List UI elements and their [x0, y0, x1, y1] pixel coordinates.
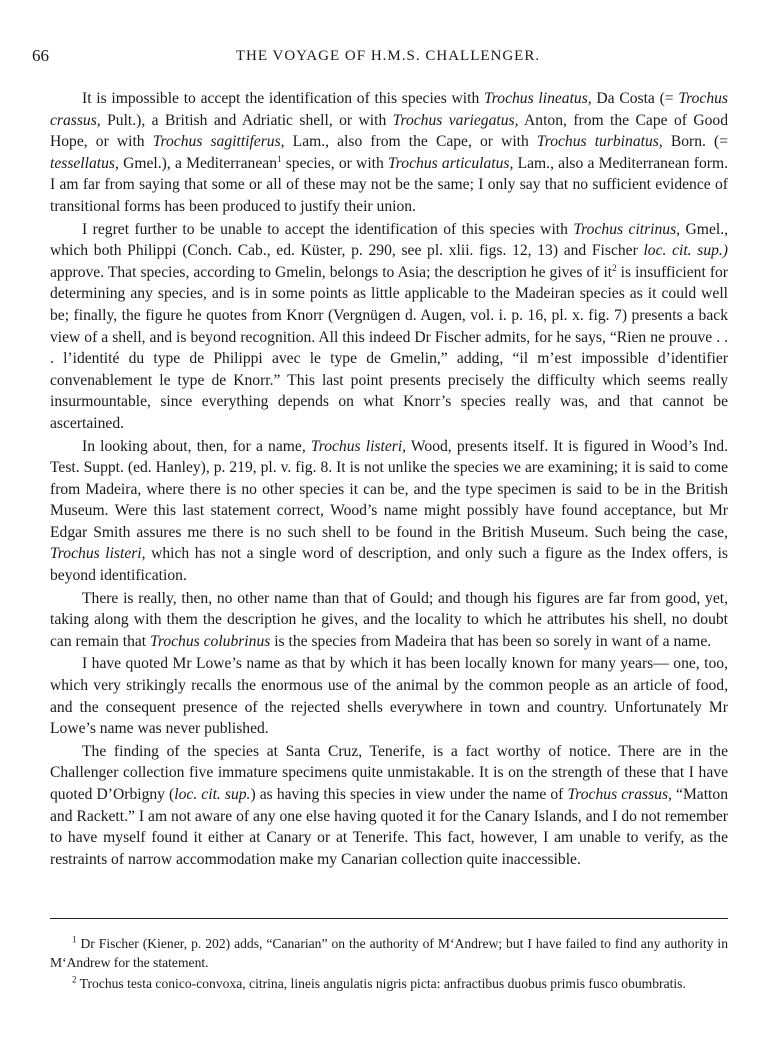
species-name: Trochus turbinatus, [536, 133, 663, 151]
text-run: Born. (= [662, 133, 728, 151]
footnotes [50, 934, 728, 995]
footnote-1 [50, 934, 728, 972]
text-run: It is impossible to accept the identification of this species with [82, 90, 484, 107]
text-run: In looking about, then, for a name, [82, 437, 311, 455]
text-run: which has not a single word of description, and only such a figure as the Index offers, is beyond identification. [50, 545, 728, 585]
paragraph-3 [50, 436, 728, 587]
paragraph-2 [50, 219, 728, 435]
text-run: Lam., also a Mediterranean form. I am far from saying that some or all of these may not be the same; I only say that no sufficient evidence of transitional forms has been produced to justify their union. [50, 154, 728, 215]
species-name: Trochus colubrinus [150, 632, 271, 650]
paragraph-1 [50, 88, 728, 218]
citation-italic: loc. cit. sup.) [643, 242, 729, 260]
species-name: Trochus variegatus, [392, 111, 519, 129]
text-run: is the species from Madeira that has been so sorely in want of a name. [270, 632, 712, 650]
species-name: Trochus listeri, [310, 437, 407, 455]
species-name: Trochus listeri, [50, 545, 146, 563]
footnote-number: 1 [72, 934, 77, 945]
text-run: Gmel., which both Philippi (Conch. Cab., ed. Küster, p. 290, see pl. xlii. figs. 12, 13) and Fischer [50, 220, 728, 260]
text-run: There is really, then, no other name than that of Gould; and though his figures are far from good, yet, taking along with them the description he gives, and the locality to which he attributes his shell, no doubt can remain that [50, 589, 728, 650]
species-name: Trochus citrinus, [573, 220, 681, 238]
page-number: 66 [32, 46, 49, 65]
species-name: tessellatus, [50, 154, 119, 172]
paragraph-6 [50, 741, 728, 871]
text-run: Wood, presents itself. It is figured in Wood’s Ind. Test. Suppt. (ed. Hanley), p. 219, pl. v. fig. 8. It is not unlike the species we are examining; it is said to come from Madeira, where there is no other species it can be, and the type specimen is said to be in the British Museum. Were this last statement correct, Wood’s name might possibly have found acceptance, but Mr Edgar Smith assures me there is no such shell to be found in the British Museum. Such being the case, [50, 437, 728, 541]
citation-italic: loc. cit. sup. [174, 786, 251, 803]
text-run: I regret further to be unable to accept the identification of this species with [82, 220, 574, 238]
species-name: Trochus articulatus, [388, 154, 514, 172]
footnote-2 [50, 974, 728, 993]
text-run: Lam., also from the Cape, or with [284, 133, 537, 151]
running-title: THE VOYAGE OF H.M.S. CHALLENGER. [235, 48, 541, 64]
footnote-divider [50, 918, 728, 919]
text-run: species, or with [281, 154, 388, 172]
footnote-text: Dr Fischer (Kiener, p. 202) adds, “Canarian” on the authority of M‘Andrew; but I have failed to find any authority in M‘Andrew for the statement. [50, 936, 728, 970]
footnote-marker: 1 [277, 153, 282, 164]
paragraph-4 [50, 588, 728, 653]
text-run: Anton, from the Cape of Good Hope, or with [50, 111, 728, 151]
paragraph-5: I have quoted Mr Lowe’s name as that by which it has been locally known for many years— one, too, which very strikingly recalls the enormous use of the animal by the common people as an article of food, and the consequent presence of the rejected shells everywhere in town and country. Unfortunately Mr Lowe’s name was never published. [50, 655, 728, 738]
text-run: ) as having this species in view under the name of [250, 786, 568, 803]
text-run: approve. That species, according to Gmelin, belongs to Asia; the description he gives of it [50, 263, 613, 281]
text-run: Da Costa (= [591, 90, 679, 107]
species-name: Trochus sagittiferus, [152, 133, 285, 151]
text-run: The finding of the species at Santa Cruz, Tenerife, is a fact worthy of notice. There are in the Challenger collection five immature specimens quite unmistakable. It is on the strength of these that I have quoted D’Orbigny ( [50, 742, 728, 803]
footnote-text: Trochus testa conico-convoxa, citrina, lineis angulatis nigris picta: anfractibus duobus primis fusco obumbratis. [76, 976, 686, 991]
species-name: Trochus lineatus, [483, 90, 592, 107]
text-run: Gmel.), a Mediterranean [118, 154, 277, 172]
text-run: “Matton and Rackett.” I am not aware of any one else having quoted it for the Canary Islands, and I do not remember to have myself found it either at Canary or at Tenerife. This fact, however, I am unable to verify, as the restraints of narrow accommodation make my Canarian collection quite inaccessible. [50, 786, 728, 868]
footnote-marker: 2 [612, 262, 617, 273]
body-text [50, 88, 728, 871]
text-run: Pult.), a British and Adriatic shell, or with [100, 111, 393, 129]
species-name: Trochus crassus, [50, 90, 728, 129]
text-run: is insufficient for determining any species, and is in some points as little applicable to the Madeiran species as it could well be; finally, the figure he quotes from Knorr (Vergnügen d. Augen, vol. i. p. 16, pl. x. fig. 7) presents a back view of a shell, and is beyond recognition. All this indeed Dr Fischer admits, for he says, “Rien ne prouve . . . l’identité du type de Philippi avec le type de Gmelin,” adding, “il m’est impossible d’identifier convenablement le type de Knorr.” This last point presents precisely the difficulty which seems really insurmountable, since everything depends on what Knorr’s species really was, and that cannot be ascertained. [50, 263, 728, 432]
species-name: Trochus crassus, [567, 786, 672, 803]
footnote-number: 2 [72, 974, 77, 985]
